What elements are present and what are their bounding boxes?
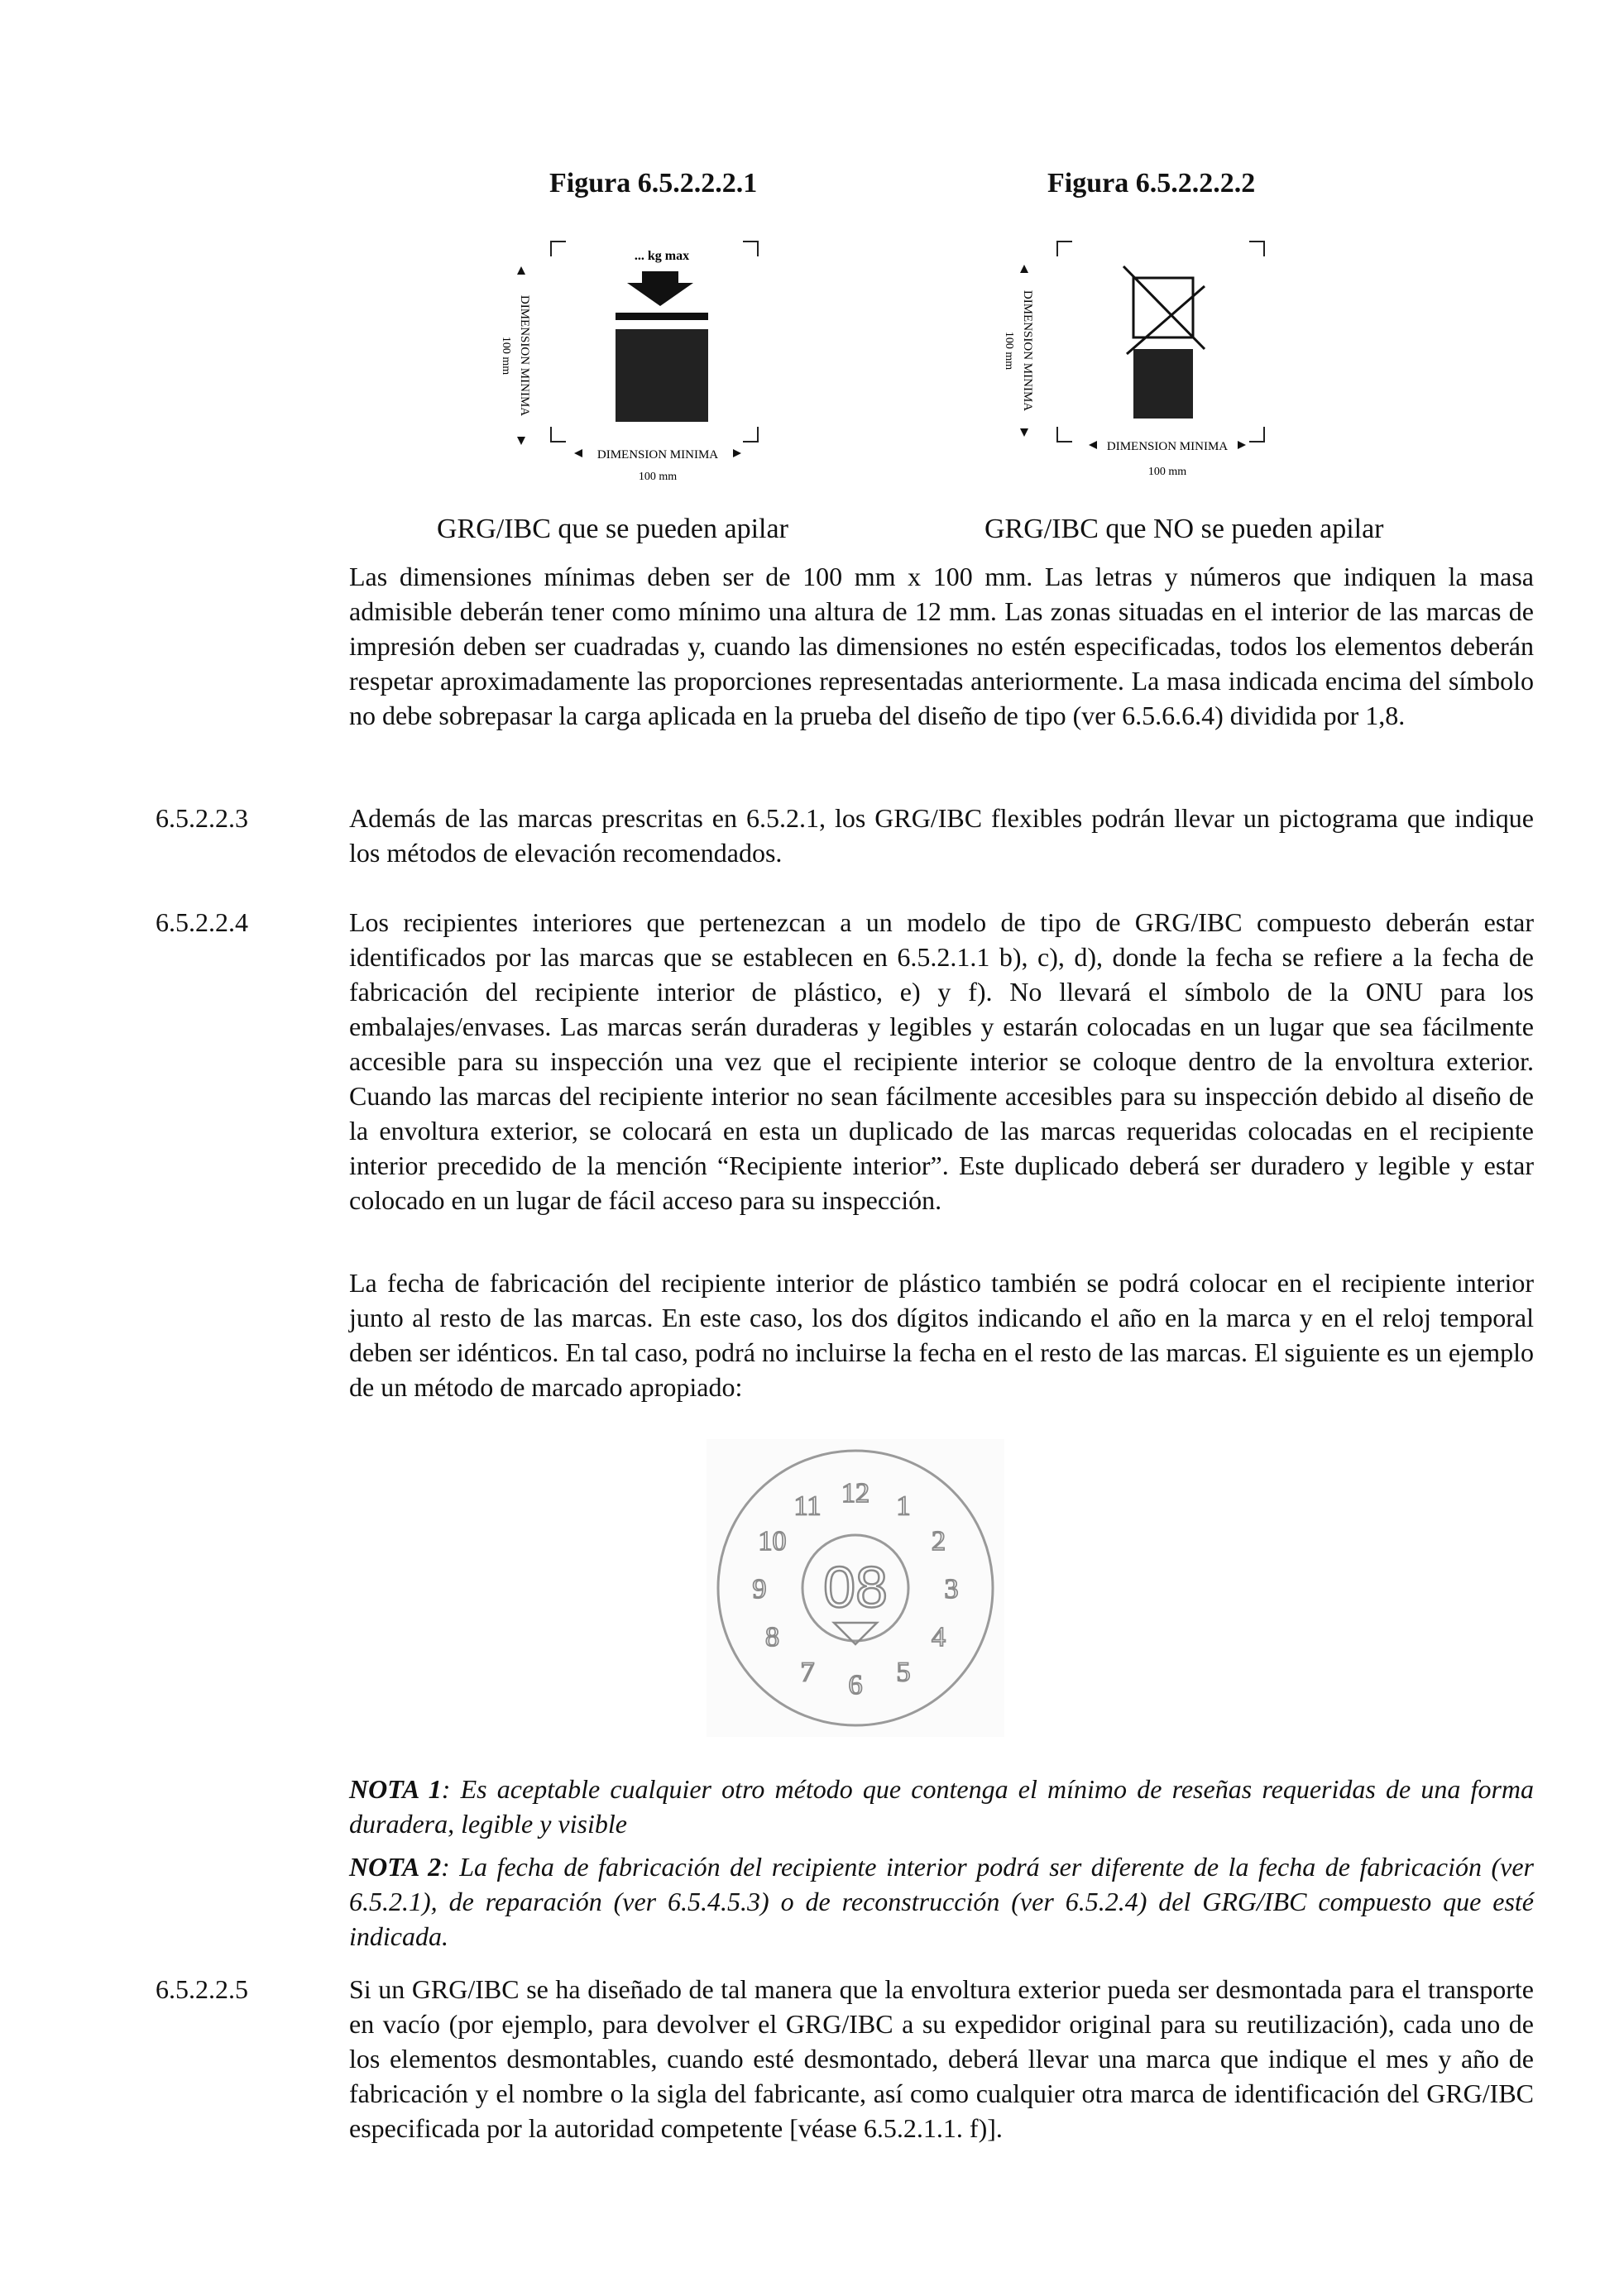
clock-hour-4: 4 [932, 1622, 946, 1653]
section-paragraph: La fecha de fabricación del recipiente interior de plástico también se podrá colocar en el recipiente interior junto al resto de las marcas. En este caso, los dos dígitos indicando el año en la marca y en el reloj temporal deben ser idénticos. En tal caso, podrá no incluirse la fecha en el resto de las marcas. El siguiente es un ejemplo de un método de marcado apropiado: [349, 1268, 1534, 1402]
horizontal-dimension-label: DIMENSION MINIMA [1106, 440, 1229, 453]
note-2 [349, 1849, 1534, 1954]
note-2-text: : La fecha de fabricación del recipiente interior podrá ser diferente de la fecha de fabricación (ver 6.5.2.1), de reparación (ver 6.5.4.5.3) o de reconstrucción (ver 6.5.2.4) del GRG/IBC compuesto que esté indicada. [349, 1852, 1535, 1951]
figure-2-title: Figura 6.5.2.2.2.2 [1047, 168, 1256, 199]
vertical-dimension-value: 100 mm [1003, 331, 1015, 371]
clock-hour-1: 1 [896, 1490, 911, 1522]
clock-hour-11: 11 [793, 1490, 822, 1522]
year-digits: 08 [823, 1555, 888, 1619]
package-box-icon [1133, 349, 1193, 419]
note-1-label: NOTA 1 [349, 1774, 442, 1804]
section-number: 6.5.2.2.3 [156, 803, 248, 833]
note-1-text: : Es aceptable cualquier otro método que contenga el mínimo de reseñas requeridas de una forma duradera, legible y visible [349, 1774, 1535, 1839]
note-2-label: NOTA 2 [349, 1852, 442, 1882]
horizontal-dimension-value: 100 mm [1147, 466, 1187, 478]
section-paragraph: Los recipientes interiores que pertenezcan a un modelo de tipo de GRG/IBC compuesto deberán estar identificados por las marcas que se establecen en 6.5.2.1.1 b), c), d), donde la fecha se refiere a la fecha de fabricación del recipiente interior de plástico, e) y f). No llevará el símbolo de la ONU para los embalajes/envases. Las marcas serán duraderas y legibles y estarán colocadas en un lugar que sea fácilmente accesible para su inspección una vez que el recipiente interior se coloque dentro de la envoltura exterior. Cuando las marcas del recipiente interior no sean fácilmente accesibles para su inspección debido al diseño de la envoltura exterior, se colocará en esta un duplicado de las marcas requeridas colocadas en el recipiente interior precedido de la mención “Recipiente interior”. Este duplicado deberá ser duradero y legible y estar colocado en un lugar de fácil acceso para su inspección. [349, 907, 1534, 1215]
horizontal-dimension-value: 100 mm [638, 471, 678, 483]
dimensions-paragraph: Las dimensiones mínimas deben ser de 100 mm x 100 mm. Las letras y números que indiquen la masa admisible deberán tener como mínimo una altura de 12 mm. Las zonas situadas en el interior de las marcas de impresión deben ser cuadradas y, cuando las dimensiones no estén especificadas, todos los elementos deberán respetar aproximadamente las proporciones representadas anteriormente. La masa indicada encima del símbolo no debe sobrepasar la carga aplicada en la prueba del diseño de tipo (ver 6.5.6.6.4) dividida por 1,8. [349, 562, 1534, 730]
section-number: 6.5.2.2.4 [156, 907, 248, 937]
package-box-icon [616, 329, 708, 422]
date-clock-marking [707, 1439, 1004, 1737]
clock-hour-7: 7 [800, 1657, 815, 1688]
clock-hour-9: 9 [752, 1574, 767, 1605]
kg-max-label: ... kg max [634, 249, 690, 263]
vertical-dimension-label: DIMENSION MINIMA [518, 294, 531, 417]
figure-1-caption: GRG/IBC que se pueden apilar [437, 514, 788, 544]
load-bar-icon [616, 313, 708, 320]
clock-hour-5: 5 [896, 1657, 911, 1688]
vertical-dimension-value: 100 mm [500, 336, 512, 375]
load-arrow-icon [627, 271, 693, 306]
section-paragraph: Si un GRG/IBC se ha diseñado de tal manera que la envoltura exterior pueda ser desmontada para el transporte en vacío (por ejemplo, para devolver el GRG/IBC a su expedidor original para su reutilización), cada uno de los elementos desmontables, cuando esté desmontado, deberá llevar una marca que indique el mes y año de fabricación y el nombre o la sigla del fabricante, así como cualquier otra marca de identificación del GRG/IBC especificada por la autoridad competente [véase 6.5.2.1.1. f)]. [349, 1974, 1534, 2143]
figure-1-title: Figura 6.5.2.2.2.1 [549, 168, 758, 199]
clock-hour-6: 6 [848, 1670, 863, 1700]
clock-hour-8: 8 [765, 1622, 779, 1653]
section-number: 6.5.2.2.5 [156, 1974, 248, 2004]
clock-hour-12: 12 [841, 1478, 869, 1509]
non-stackable-pictogram [991, 235, 1281, 500]
clock-hour-2: 2 [932, 1526, 946, 1557]
vertical-dimension-label: DIMENSION MINIMA [1021, 289, 1034, 412]
clock-hour-10: 10 [758, 1526, 787, 1557]
crossed-box-icon [1123, 266, 1205, 354]
figure-2-caption: GRG/IBC que NO se pueden apilar [984, 514, 1384, 544]
section-paragraph: Además de las marcas prescritas en 6.5.2.1, los GRG/IBC flexibles podrán llevar un pictograma que indique los métodos de elevación recomendados. [349, 803, 1534, 868]
stackable-pictogram [485, 235, 774, 500]
clock-hour-3: 3 [944, 1574, 959, 1605]
horizontal-dimension-label: DIMENSION MINIMA [596, 448, 719, 462]
note-1 [349, 1772, 1534, 1841]
